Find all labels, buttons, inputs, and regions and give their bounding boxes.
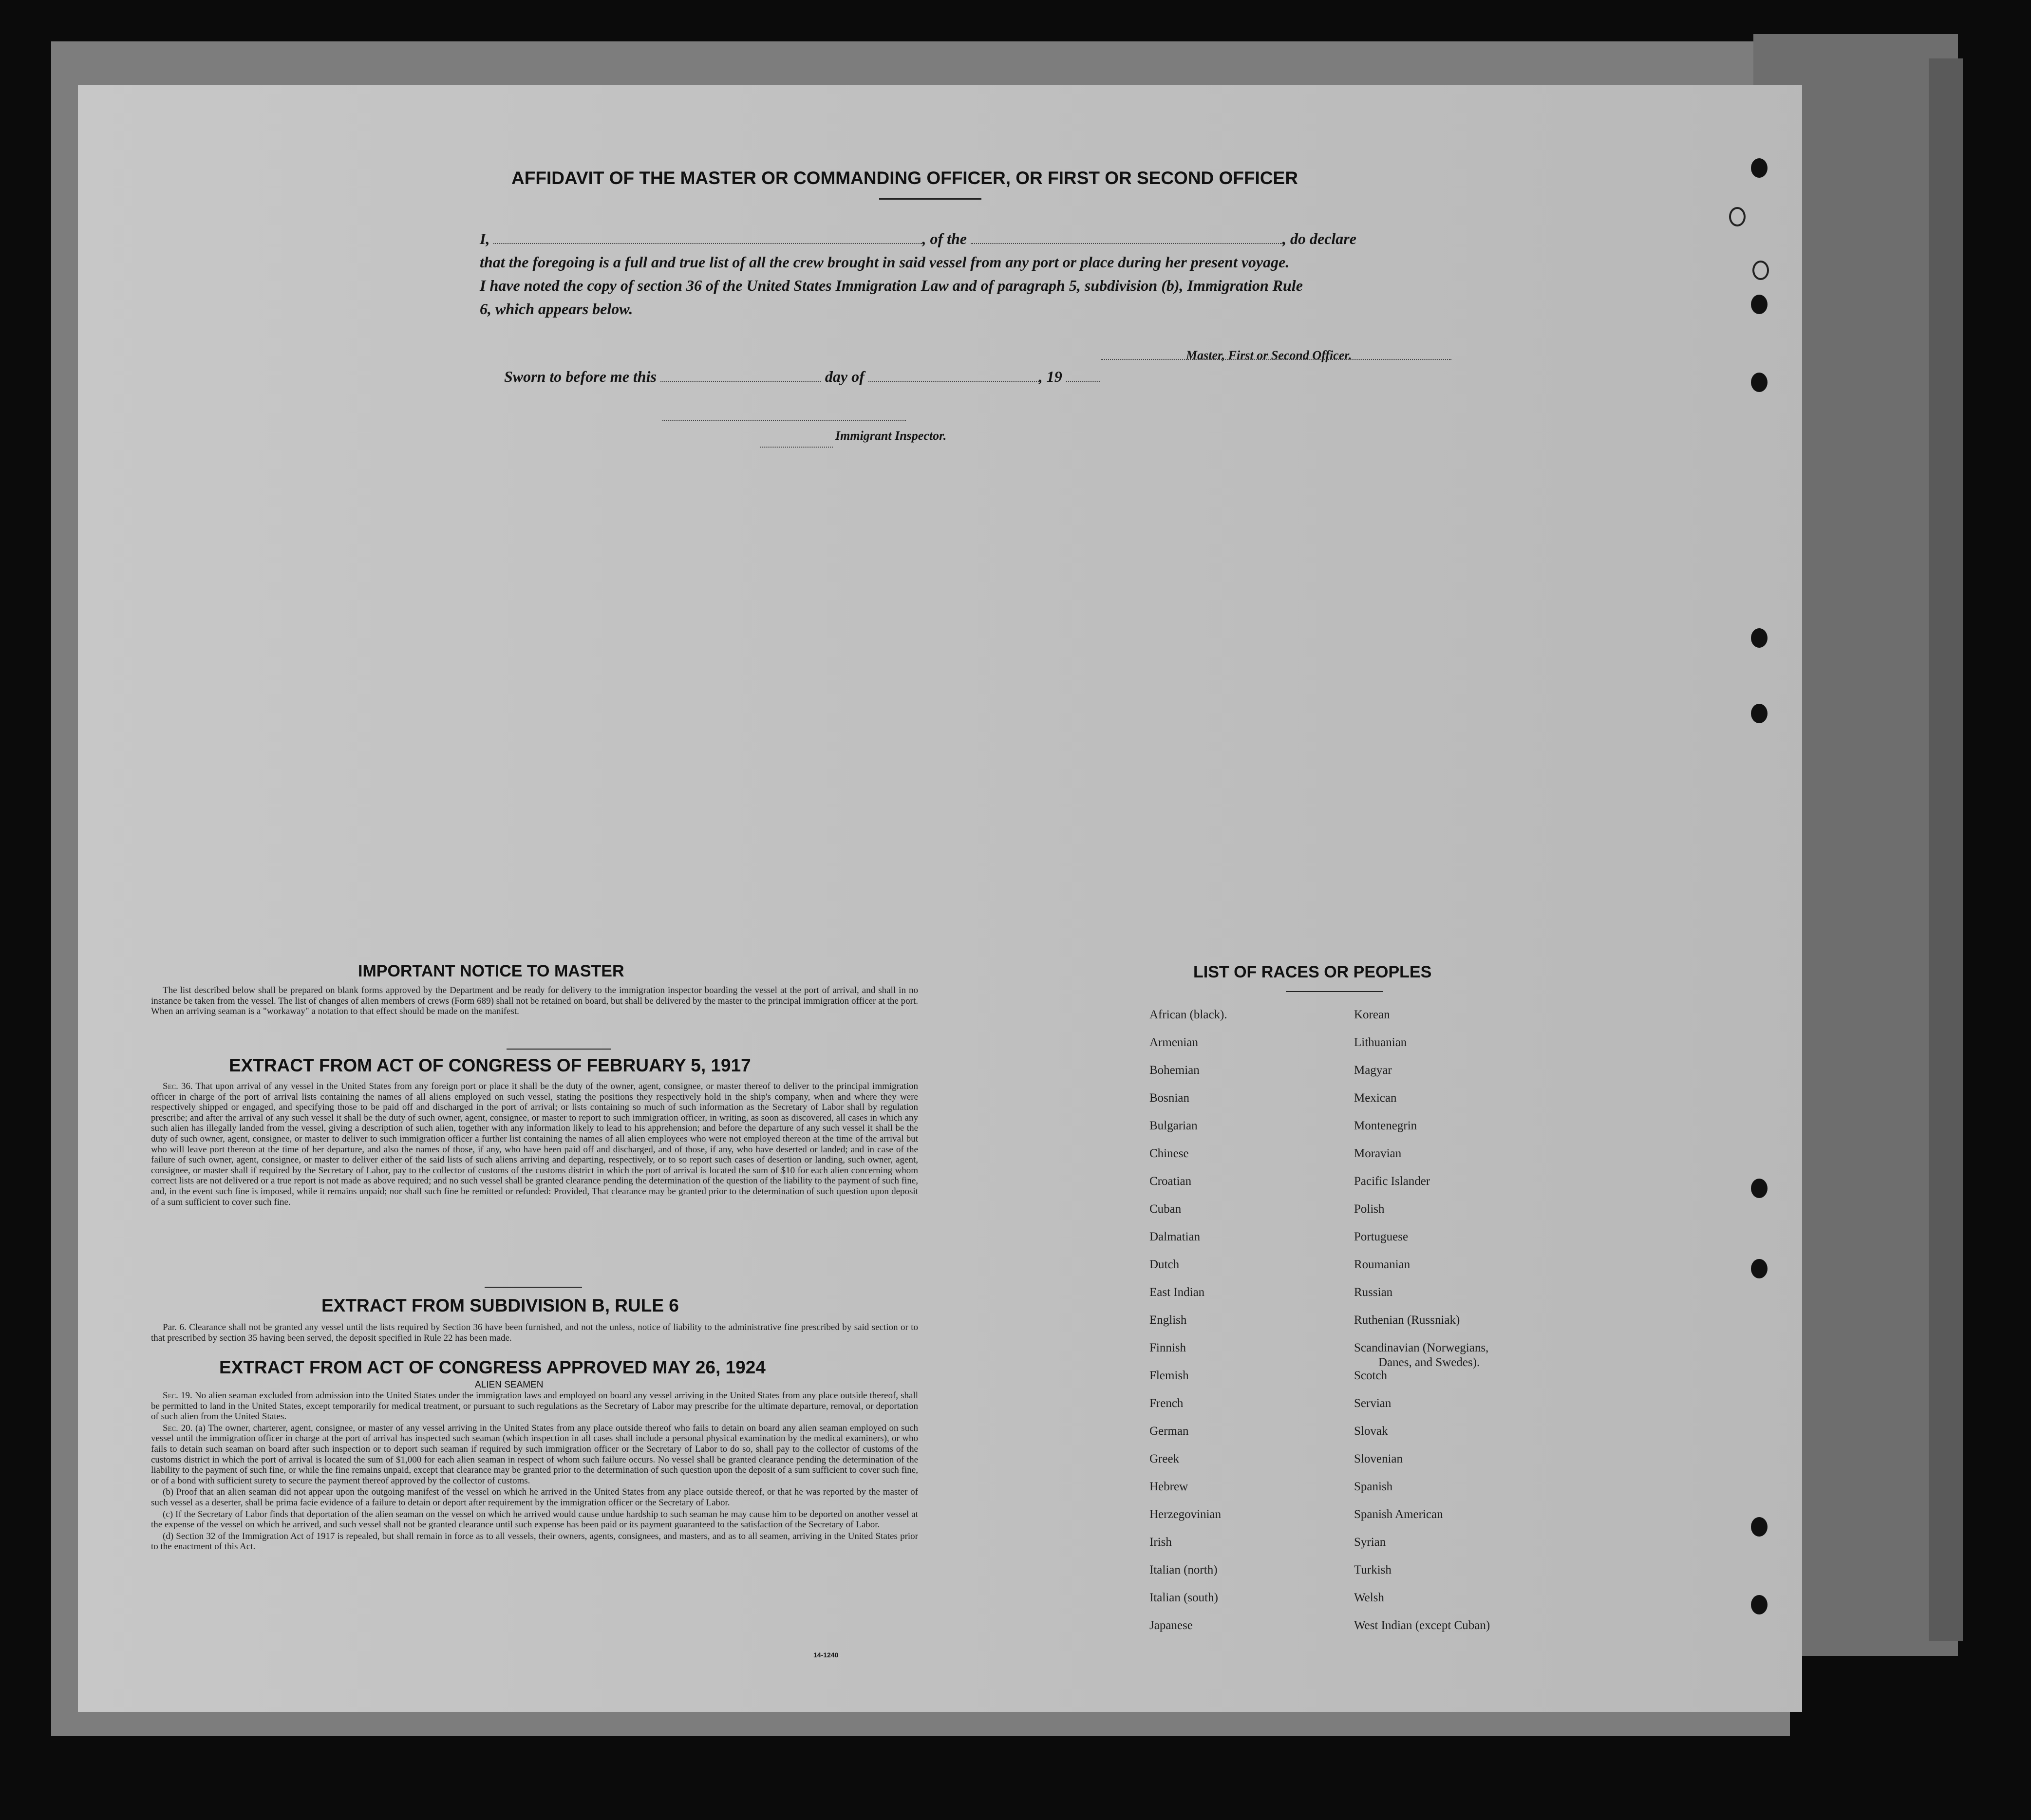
title-rule bbox=[879, 198, 981, 200]
race-item: Lithuanian bbox=[1354, 1036, 1407, 1049]
races-column-1 bbox=[1149, 1001, 1227, 1639]
sworn-label: Sworn to before me this bbox=[504, 368, 657, 385]
alien-seamen-subtitle: ALIEN SEAMEN bbox=[475, 1380, 544, 1390]
name-blank bbox=[493, 243, 922, 244]
race-item: Scandinavian (Norwegians, bbox=[1354, 1341, 1489, 1354]
race-item: Ruthenian (Russniak) bbox=[1354, 1313, 1460, 1327]
binder-hole bbox=[1751, 1517, 1768, 1537]
race-item-continuation: Danes, and Swedes). bbox=[1378, 1356, 1480, 1369]
race-item: Welsh bbox=[1354, 1591, 1384, 1604]
binder-hole bbox=[1729, 207, 1746, 226]
race-item: Magyar bbox=[1354, 1064, 1392, 1077]
sec-20c-text: (c) If the Secretary of Labor finds that deportation of the alien seaman on the vessel on which he arrived would cause undue hardship to such seaman he may cause him to be deported on another vessel at the expense of the vessel on which he arrived, and such vessel shall not be granted clearance until such expense has been paid or its payment guaranteed to the satisfaction of the Secretary of Labor. bbox=[151, 1509, 918, 1530]
race-item: French bbox=[1149, 1397, 1184, 1410]
sec-19-label: Sec. 19. bbox=[163, 1390, 192, 1401]
manifest-page bbox=[78, 85, 1802, 1712]
race-item: Italian (north) bbox=[1149, 1563, 1218, 1576]
rule-6-title: EXTRACT FROM SUBDIVISION B, RULE 6 bbox=[321, 1295, 679, 1315]
affidavit-line-3: I have noted the copy of section 36 of the United States Immigration Law and of paragraph 5, subdivision (b), Immigration Rule bbox=[480, 277, 1303, 294]
race-item: Finnish bbox=[1149, 1341, 1186, 1354]
race-item: Mexican bbox=[1354, 1091, 1397, 1105]
affidavit-title: AFFIDAVIT OF THE MASTER OR COMMANDING OFFICER, OR FIRST OR SECOND OFFICER bbox=[511, 168, 1298, 188]
race-item: Italian (south) bbox=[1149, 1591, 1218, 1604]
sec-19-text: No alien seaman excluded from admission into the United States under the immigration laws and employed on board any vessel arriving in the United States from any place outside thereof, shall be permitted to land in the United States, except temporarily for medical treatment, or pursuant to such regulations as the Secretary of Labor may prescribe for the ultimate departure, removal, or deportation of such alien from the United States. bbox=[151, 1390, 919, 1422]
extract-1924-title: EXTRACT FROM ACT OF CONGRESS APPROVED MAY 26, 1924 bbox=[219, 1357, 766, 1377]
race-item: Moravian bbox=[1354, 1147, 1402, 1160]
race-item: Scotch bbox=[1354, 1369, 1388, 1382]
affidavit-line-2: that the foregoing is a full and true list of all the crew brought in said vessel from any port or place during her present voyage. bbox=[480, 253, 1290, 271]
notice-body bbox=[151, 985, 918, 1018]
background-sheet-edge bbox=[1929, 58, 1963, 1641]
year-blank bbox=[1066, 381, 1100, 382]
race-item: Roumanian bbox=[1354, 1258, 1410, 1271]
form-number: 14-1240 bbox=[813, 1651, 839, 1659]
month-blank bbox=[868, 381, 1039, 382]
race-item: Korean bbox=[1354, 1008, 1390, 1021]
extract-1924-body bbox=[151, 1390, 918, 1553]
race-item: Syrian bbox=[1354, 1536, 1386, 1549]
day-of-label: day of bbox=[825, 368, 865, 385]
races-column-2 bbox=[1354, 1001, 1490, 1639]
race-item: Dutch bbox=[1149, 1258, 1180, 1271]
race-item: Hebrew bbox=[1149, 1480, 1188, 1493]
race-item: Spanish American bbox=[1354, 1508, 1443, 1521]
sec-20b-text: (b) Proof that an alien seaman did not appear upon the outgoing manifest of the vessel on which he arrived in the United States from any place outside thereof, or that he was reported by the master of such vessel as a deserter, shall be prima facie evidence of a failure to detain or deport after requirement by the immigration officer or the Secretary of Labor. bbox=[151, 1487, 918, 1508]
race-item: Croatian bbox=[1149, 1175, 1192, 1188]
sec-20-label: Sec. 20. bbox=[163, 1423, 193, 1433]
race-item: English bbox=[1149, 1313, 1187, 1327]
vessel-blank bbox=[971, 243, 1282, 244]
master-signature-label: Master, First or Second Officer. bbox=[1186, 348, 1352, 362]
race-item: East Indian bbox=[1149, 1286, 1205, 1299]
sec-20a-text: (a) The owner, charterer, agent, consignee, or master of any vessel arriving in the United States from any place outside thereof who fails to detain on board any alien seaman employed on such vessel until the immigration officer in charge at the port of arrival has inspected such seaman (which inspection in all cases shall include a personal physical examination by the medical examiners), or who fails to detain such seaman on board after such inspection or to deport such seaman if required by such immigration officer or the Secretary of Labor to do so, shall pay to the collector of customs of the customs district in which the port of arrival is located the sum of $1,000 for each alien seaman in respect of whom such failure occurs. No vessel shall be granted clearance pending the determination of the liability to the payment of such fine, or while the fine remains unpaid, except that clearance may be granted prior to the determination of such question upon the deposit of a sum sufficient to cover such fine, or of a bond with sufficient surety to secure the payment thereof approved by the collector of customs. bbox=[151, 1423, 919, 1486]
race-item: Bohemian bbox=[1149, 1064, 1200, 1077]
race-item: Montenegrin bbox=[1354, 1119, 1417, 1132]
rule-6-body bbox=[151, 1322, 918, 1344]
race-item: Polish bbox=[1354, 1202, 1385, 1216]
year-label: , 19 bbox=[1038, 368, 1062, 385]
race-item: Cuban bbox=[1149, 1202, 1182, 1216]
inspector-dots bbox=[760, 433, 833, 451]
binder-hole bbox=[1751, 704, 1768, 723]
inspector-signature-line bbox=[662, 407, 906, 425]
binder-hole bbox=[1751, 628, 1768, 648]
race-item: Dalmatian bbox=[1149, 1230, 1201, 1243]
race-item: Portuguese bbox=[1354, 1230, 1409, 1243]
notice-title: IMPORTANT NOTICE TO MASTER bbox=[358, 962, 624, 980]
rule-6-text: Par. 6. Clearance shall not be granted any vessel until the lists required by Section 36 have been furnished, and not the unless, notice of liability to the administrative fine prescribed by said section or to that prescribed by section 35 having been served, the deposit specified in Rule 22 has been made. bbox=[151, 1322, 918, 1343]
race-item: Bulgarian bbox=[1149, 1119, 1198, 1132]
binder-hole bbox=[1751, 158, 1768, 178]
race-item: Turkish bbox=[1354, 1563, 1392, 1576]
affidavit-of-the: , of the bbox=[922, 230, 967, 247]
race-item: German bbox=[1149, 1425, 1189, 1438]
binder-hole bbox=[1751, 1179, 1768, 1198]
race-item: African (black). bbox=[1149, 1008, 1227, 1021]
race-item: Armenian bbox=[1149, 1036, 1198, 1049]
section-rule bbox=[485, 1287, 582, 1288]
races-title: LIST OF RACES OR PEOPLES bbox=[1193, 963, 1432, 981]
binder-hole bbox=[1751, 1595, 1768, 1614]
race-item: West Indian (except Cuban) bbox=[1354, 1619, 1490, 1632]
extract-1917-title: EXTRACT FROM ACT OF CONGRESS OF FEBRUARY 5, 1917 bbox=[229, 1055, 751, 1075]
affidavit-line-4: 6, which appears below. bbox=[480, 300, 633, 318]
binder-hole bbox=[1752, 261, 1769, 280]
sec-36-text: That upon arrival of any vessel in the United States from any foreign port or place it shall be the duty of the owner, agent, consignee, or master thereof to deliver to the principal immigration officer in charge of the port of arrival lists containing the names of all aliens employed on such vessel, stating the positions they respectively hold in the ship's company, when and where they were respectively shipped or engaged, and specifying those to be paid off and discharged in the port of arrival; or lists containing so much of such information as the Secretary of Labor shall by regulation prescribe; and after the arrival of any such vessel it shall be the duty of such owner, agent, consignee, or master to report to such immigration officer, in writing, as soon as discovered, all cases in which any such alien has illegally landed from the vessel, giving a description of such alien, together with any information likely to lead to his apprehension; and before the departure of any such vessel it shall be the duty of such owner, agent, consignee, or master to deliver to such immigration officer a further list containing the names of all alien employees who were not employed thereon at the time of the arrival but who will leave port thereon at the time of her departure, and also the names of those, if any, who have been paid off and discharged, and of those, if any, who have deserted or landed; and in case of the failure of such owner, agent, consignee, or master to deliver either of the said lists of such aliens arriving and departing, respectively, or to so report such cases of desertion or landing, such owner, agent, consignee, or master shall if required by the Secretary of Labor, pay to the collector of customs of the customs district in which the port of arrival is located the sum of $10 for each alien concerning whom correct lists are not delivered or a true report is not made as above required; and no such vessel shall be granted clearance pending the determination of the question of the liability to the payment of such fine, and, in the event such fine is imposed, while it remains unpaid; nor shall such fine be remitted or refunded: Provided, That clearance may be granted prior to the determination of such question upon deposit of a sum sufficient to cover such fine. bbox=[151, 1081, 918, 1207]
race-item: Slovak bbox=[1354, 1425, 1388, 1438]
race-item: Flemish bbox=[1149, 1369, 1189, 1382]
race-item: Spanish bbox=[1354, 1480, 1393, 1493]
affidavit-do-declare: , do declare bbox=[1282, 230, 1356, 247]
race-item: Russian bbox=[1354, 1286, 1393, 1299]
binder-hole bbox=[1751, 1259, 1768, 1278]
sworn-line bbox=[504, 368, 1100, 386]
extract-1917-body bbox=[151, 1081, 918, 1208]
section-rule bbox=[507, 1049, 611, 1050]
race-item: Herzegovinian bbox=[1149, 1508, 1222, 1521]
binder-hole bbox=[1751, 295, 1768, 314]
race-item: Japanese bbox=[1149, 1619, 1193, 1632]
sec-20d-text: (d) Section 32 of the Immigration Act of 1917 is repealed, but shall remain in force as to all vessels, their owners, agents, consignees, and masters, and as to all seamen, arriving in the United States prior to the enactment of this Act. bbox=[151, 1531, 918, 1552]
affidavit-i: I, bbox=[480, 230, 490, 247]
race-item: Bosnian bbox=[1149, 1091, 1189, 1105]
day-blank bbox=[660, 381, 821, 382]
races-rule bbox=[1286, 991, 1383, 992]
race-item: Irish bbox=[1149, 1536, 1172, 1549]
race-item: Slovenian bbox=[1354, 1452, 1403, 1465]
notice-text: The list described below shall be prepared on blank forms approved by the Department and be ready for delivery to the immigration inspector boarding the vessel at the port of arrival, and shall in no instance be taken from the vessel. The list of changes of alien members of crews (Form 689) shall not be retained on board, but shall be delivered by the master to the principal immigration officer at the port. When an arriving seaman is a "workaway" a notation to that effect should be made on the manifest. bbox=[151, 985, 918, 1017]
affidavit-line-1 bbox=[480, 230, 1356, 248]
race-item: Servian bbox=[1354, 1397, 1392, 1410]
binder-hole bbox=[1751, 373, 1768, 392]
race-item: Pacific Islander bbox=[1354, 1175, 1430, 1188]
race-item: Greek bbox=[1149, 1452, 1180, 1465]
race-item: Chinese bbox=[1149, 1147, 1189, 1160]
sec-36-label: Sec. 36. bbox=[163, 1081, 193, 1091]
inspector-label: Immigrant Inspector. bbox=[835, 429, 947, 443]
